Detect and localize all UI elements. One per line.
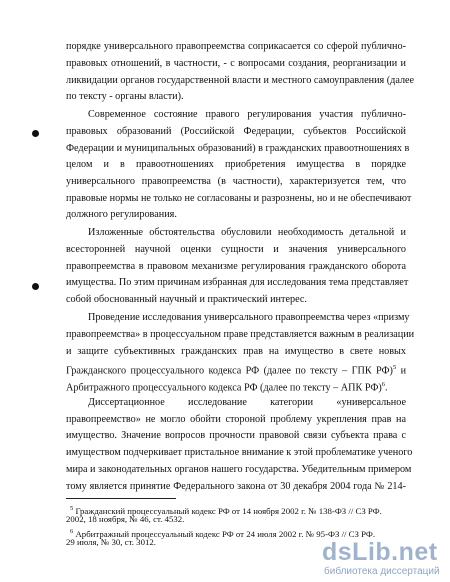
text-span: Арбитражного процессуального кодекса РФ (далее по тексту – АПК РФ)	[66, 382, 382, 394]
text-line: должного регулирования.	[66, 209, 177, 220]
text-line: по тексту - органы власти).	[66, 91, 184, 102]
text-line: имущество. Значение вопросов прочности правовой связи субъекта права с	[66, 430, 406, 441]
text-line: правовых отношений, в частности, - с вопросами создания, реорганизации и	[66, 58, 406, 69]
watermark-logo: dsLib.net	[322, 538, 438, 566]
footnote-text: Гражданский процессуальный кодекс РФ от 14 ноября 2002 г. № 138-ФЗ // СЗ РФ.	[75, 505, 382, 516]
text-line: ликвидации органов государственной власти и местного самоуправления (далее	[66, 75, 415, 86]
text-span: и	[400, 365, 407, 377]
text-line: Изложенные обстоятельства обусловили необходимость детальной и	[88, 227, 406, 238]
text-line: порядке универсального правопреемства соприкасается со сферой публично-	[66, 41, 406, 52]
footnote-text: Арбитражный процессуальный кодекс РФ от 24 июля 2002 г. № 95-ФЗ // СЗ РФ.	[75, 528, 376, 539]
text-line: правовые нормы не только не согласованы и разрознены, но и не обеспечивают	[66, 193, 412, 204]
page-number: 5	[218, 566, 223, 577]
text-span: Гражданского процессуального кодекса РФ (далее по тексту – ГПК РФ)	[66, 365, 393, 377]
footnote-divider	[66, 498, 176, 499]
punch-hole-bottom	[32, 283, 39, 290]
text-line: правопреемства в правовом механизме регулирования гражданского оборота	[66, 261, 406, 272]
text-line: имущества. По этим причинам избранная для исследования тема представляет	[66, 277, 409, 288]
footnote-number: 5	[70, 505, 74, 512]
text-line: тому является принятие Федерального закона от 30 декабря 2004 года № 214-	[66, 481, 406, 492]
text-line: собой обоснованный научный и практический интерес.	[66, 294, 307, 305]
text-line	[66, 378, 406, 394]
footnote-ref-5: 5	[392, 364, 397, 371]
text-line	[66, 361, 406, 377]
footnote-ref-6: 6	[381, 381, 386, 388]
text-line: правопреемства» в процессуальном праве представляется важным в реализации	[66, 329, 415, 340]
text-line: и защите субъективных гражданских прав на имущество в свете новых	[66, 346, 406, 357]
footnote-5-cont: 2002, 18 ноября, № 46, ст. 4532.	[66, 514, 185, 524]
text-line: Проведение исследования универсального правопреемства через «призму	[88, 312, 410, 323]
text-line: правовых образований (Российской Федерации, субъектов Российской	[66, 126, 406, 137]
text-line: мира и законодательных органов нашего государства. Убедительным примером	[66, 464, 412, 475]
text-line: Диссертационное исследование категории «универсальное	[88, 397, 406, 408]
text-line: всесторонней научной оценки сущности и значения универсального	[66, 244, 406, 255]
text-line: правопреемство» не могло обойти стороной проблему укрепления прав на	[66, 414, 406, 425]
text-span: .	[385, 382, 388, 394]
text-line: Современное состояние правого регулирования участия публично-	[88, 109, 406, 120]
footnote-6-cont: 29 июля, № 30, ст. 3012.	[66, 537, 156, 547]
text-line: имуществом подчеркивает пристальное внимание к этой проблематике ученого	[66, 447, 413, 458]
watermark	[318, 535, 444, 579]
footnote-number: 6	[70, 528, 74, 535]
text-line: Федерации и муниципальных образований) в гражданских правоотношениях в	[66, 143, 410, 154]
text-line: универсального правопреемства (в частности), характеризуется тем, что	[66, 176, 406, 187]
text-line: целом и в правоотношениях приобретения имущества в порядке	[66, 159, 406, 170]
watermark-subtitle: библиотека диссертаций	[324, 566, 440, 577]
punch-hole-top	[32, 130, 39, 137]
